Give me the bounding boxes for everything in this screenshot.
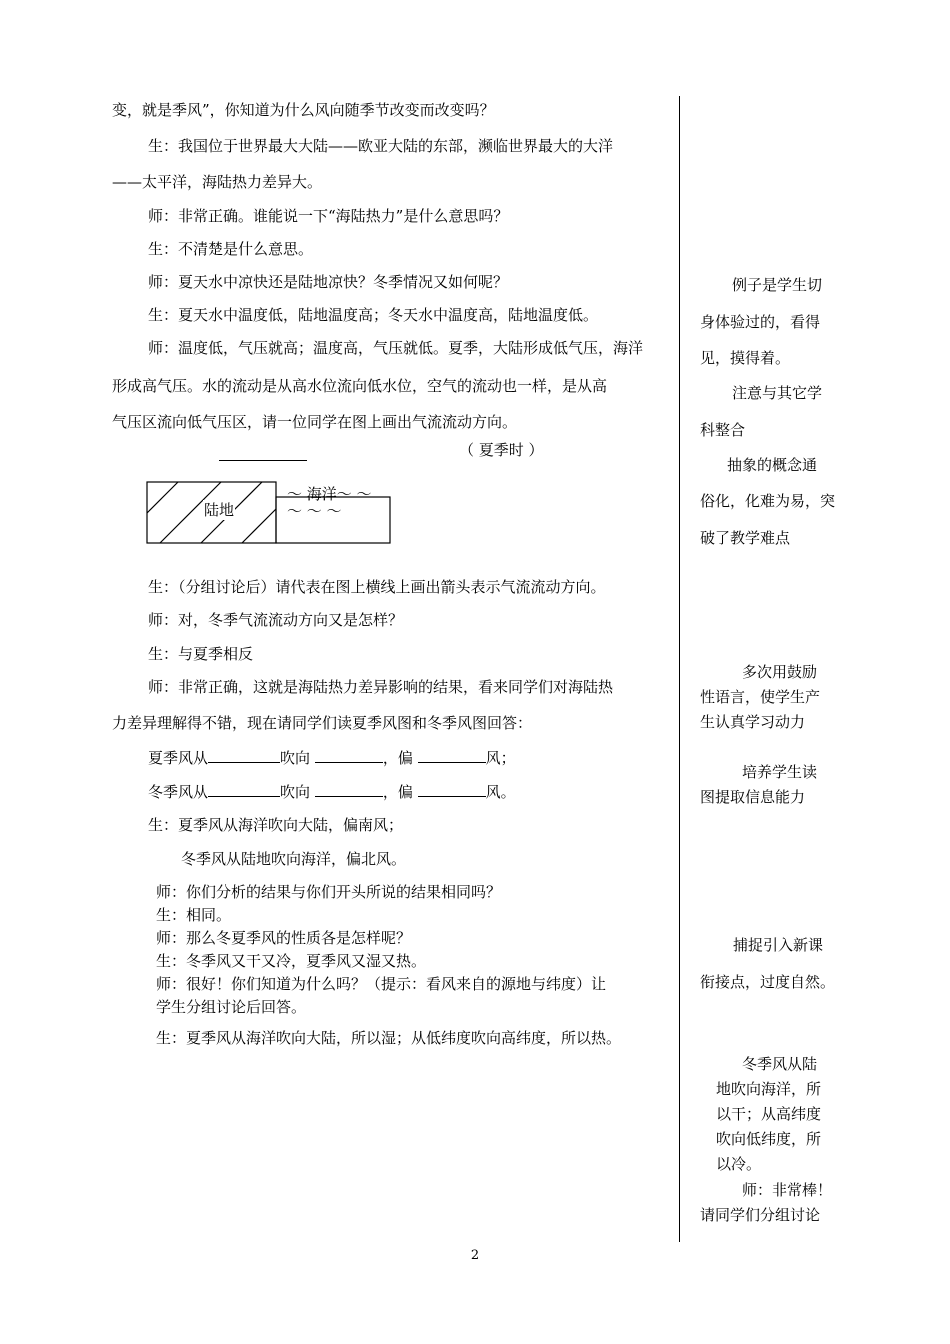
fill-text: 吹向: [280, 749, 311, 767]
page-number: 2: [470, 1248, 480, 1263]
blank-field[interactable]: [418, 782, 486, 797]
text-line: 生：夏季风从海洋吹向大陆，偏南风；: [148, 816, 404, 834]
text-line: 生：不清楚是什么意思。: [148, 240, 314, 258]
season-label: （ 夏季时 ）: [459, 441, 544, 459]
side-note: 师：非常棒！: [742, 1181, 833, 1199]
side-note: 以冷。: [716, 1155, 762, 1173]
text-line: 气压区流向低气压区，请一位同学在图上画出气流流动方向。: [112, 413, 518, 431]
blank-field[interactable]: [418, 748, 486, 763]
side-note: 以干；从高纬度: [716, 1105, 822, 1123]
text-line: 形成高气压。水的流动是从高水位流向低水位，空气的流动也一样，是从高: [112, 377, 608, 395]
text-line: 变，就是季风”，你知道为什么风向随季节改变而改变吗？: [112, 101, 495, 119]
side-note: 多次用鼓励: [742, 663, 818, 681]
fill-prefix: 冬季风从: [148, 783, 209, 801]
dialogue-line: 师：你们分析的结果与你们开头所说的结果相同吗？: [156, 883, 502, 901]
text-line: 冬季风从陆地吹向海洋，偏北风。: [181, 850, 407, 868]
side-note: 请同学们分组讨论: [700, 1206, 821, 1224]
text-line: 生：（分组讨论后）请代表在图上横线上画出箭头表示气流流动方向。: [148, 578, 606, 596]
side-note: 抽象的概念通: [727, 456, 818, 474]
side-note: 身体验过的，看得: [700, 313, 821, 331]
text-line: 师：夏天水中凉快还是陆地凉快？冬季情况又如何呢？: [148, 273, 509, 291]
side-note: 科整合: [700, 421, 746, 439]
blank-field[interactable]: [208, 748, 280, 763]
dialogue-line: 师：很好！你们知道为什么吗？（提示：看风来自的源地与纬度）让: [156, 975, 607, 993]
side-note: 图提取信息能力: [700, 788, 806, 806]
text-line: 生：与夏季相反: [148, 645, 254, 663]
side-note: 冬季风从陆: [742, 1055, 818, 1073]
side-note: 衔接点，过度自然。: [700, 973, 836, 991]
land-hatch: [147, 482, 178, 513]
land-hatch: [242, 509, 276, 543]
side-note: 例子是学生切: [732, 276, 823, 294]
side-note: 培养学生读: [742, 763, 818, 781]
side-note: 注意与其它学: [732, 384, 823, 402]
side-note: 性语言，使学生产: [700, 688, 821, 706]
blank-field[interactable]: [315, 748, 383, 763]
fill-prefix: 夏季风从: [148, 749, 209, 767]
dialogue-line: 生：冬季风又干又冷，夏季风又湿又热。: [156, 952, 427, 970]
ocean-label: ～ 海洋～ ～: [287, 485, 372, 503]
text-line: ——太平洋，海陆热力差异大。: [112, 173, 323, 191]
land-label: 陆地: [204, 501, 235, 519]
text-line: 力差异理解得不错，现在请同学们读夏季风图和冬季风图回答：: [112, 714, 533, 732]
dialogue-line: 学生分组讨论后回答。: [156, 998, 307, 1016]
text-line: 生：我国位于世界最大大陆——欧亚大陆的东部，濒临世界最大的大洋: [148, 137, 614, 155]
fill-text: ，偏: [382, 749, 413, 767]
blank-field[interactable]: [315, 782, 383, 797]
text-line: 师：温度低，气压就高；温度高，气压就低。夏季，大陆形成低气压，海洋: [148, 339, 644, 357]
column-divider: [679, 96, 680, 1242]
side-note: 捕捉引入新课: [733, 936, 824, 954]
fill-text: 风。: [485, 783, 516, 801]
dialogue-line: 生：夏季风从海洋吹向大陆，所以湿；从低纬度吹向高纬度，所以热。: [156, 1029, 622, 1047]
fill-in-summer: [148, 748, 516, 768]
text-line: 师：非常正确，这就是海陆热力差异影响的结果，看来同学们对海陆热: [148, 678, 614, 696]
side-note: 俗化，化难为易，突: [700, 492, 836, 510]
ocean-waves: ～ ～ ～: [287, 502, 342, 520]
fill-text: ，偏: [382, 783, 413, 801]
side-note: 生认真学习动力: [700, 713, 806, 731]
blank-field[interactable]: [208, 782, 280, 797]
text-line: 师：对，冬季气流流动方向又是怎样？: [148, 611, 404, 629]
side-note: 破了教学难点: [700, 529, 791, 547]
text-line: 生：夏天水中温度低，陆地温度高；冬天水中温度高，陆地温度低。: [148, 306, 599, 324]
text-line: 师：非常正确。谁能说一下“海陆热力”是什么意思吗？: [148, 207, 509, 225]
dialogue-line: 生：相同。: [156, 906, 232, 924]
fill-text: 风；: [485, 749, 516, 767]
fill-in-winter: [148, 782, 516, 802]
dialogue-line: 师：那么冬夏季风的性质各是怎样呢？: [156, 929, 412, 947]
side-note: 地吹向海洋，所: [716, 1080, 822, 1098]
side-note: 吹向低纬度，所: [716, 1130, 822, 1148]
side-note: 见，摸得着。: [700, 349, 791, 367]
fill-text: 吹向: [280, 783, 311, 801]
